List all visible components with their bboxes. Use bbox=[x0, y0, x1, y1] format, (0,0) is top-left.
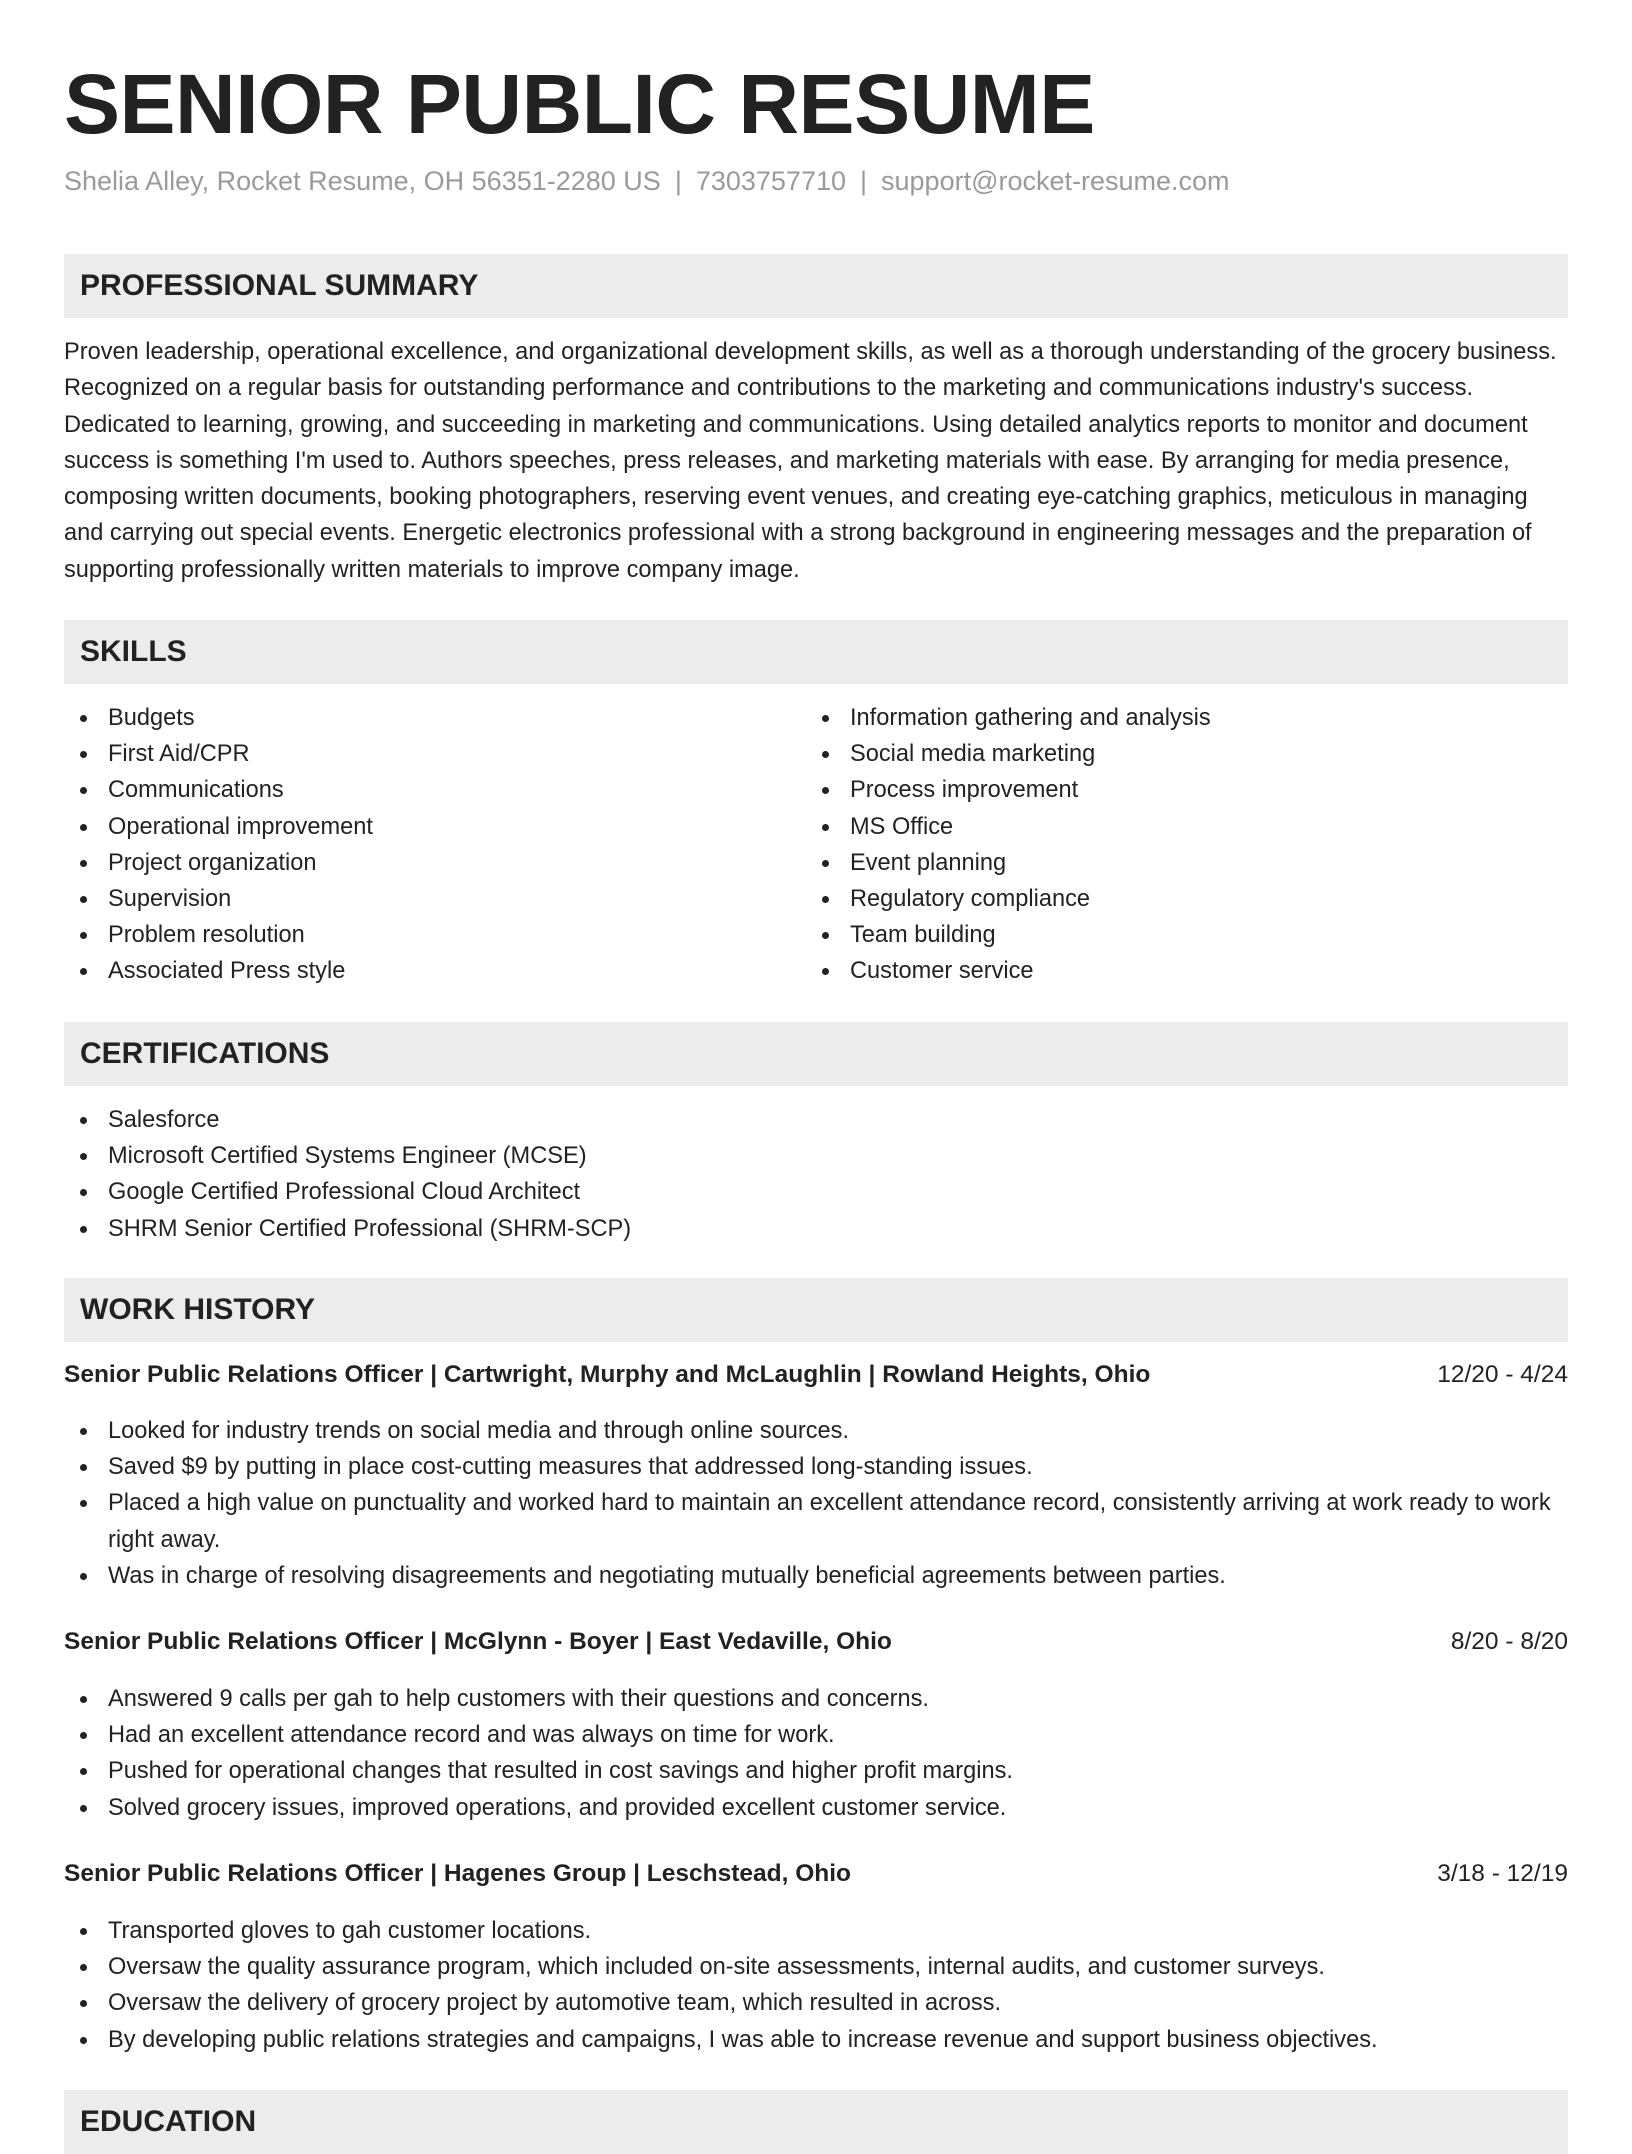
job-bullet: Oversaw the delivery of grocery project by automotive team, which resulted in across. bbox=[64, 1985, 1568, 2021]
job-bullets bbox=[64, 1913, 1568, 2058]
skills-list-left bbox=[64, 700, 373, 990]
work-history-heading: WORK HISTORY bbox=[64, 1278, 1568, 1342]
job-bullet: Looked for industry trends on social media and through online sources. bbox=[64, 1413, 1568, 1449]
job-bullet: Pushed for operational changes that resulted in cost savings and higher profit margins. bbox=[64, 1753, 1568, 1789]
job-bullets bbox=[64, 1413, 1568, 1594]
job-bullets bbox=[64, 1681, 1568, 1826]
skill-item: Social media marketing bbox=[806, 736, 1211, 772]
job-bullet: Had an excellent attendance record and was always on time for work. bbox=[64, 1717, 1568, 1753]
skill-item: Information gathering and analysis bbox=[806, 700, 1211, 736]
job-bullet: Answered 9 calls per gah to help customers with their questions and concerns. bbox=[64, 1681, 1568, 1717]
skill-item: Project organization bbox=[64, 845, 373, 881]
certifications-list bbox=[64, 1102, 631, 1247]
contact-address: Shelia Alley, Rocket Resume, OH 56351-2280 US bbox=[64, 166, 661, 196]
contact-phone: 7303757710 bbox=[695, 166, 846, 196]
job-title: Senior Public Relations Officer | Cartwright, Murphy and McLaughlin | Rowland Heights, Ohio bbox=[64, 1361, 1151, 1388]
resume-title: SENIOR PUBLIC RESUME bbox=[64, 57, 1095, 151]
contact-line bbox=[64, 166, 1230, 197]
skill-item: Customer service bbox=[806, 953, 1211, 989]
job-bullet: By developing public relations strategies and campaigns, I was able to increase revenue and support business objectives. bbox=[64, 2022, 1568, 2058]
skill-item: Event planning bbox=[806, 845, 1211, 881]
skill-item: Problem resolution bbox=[64, 917, 373, 953]
contact-separator: | bbox=[860, 166, 868, 196]
contact-email: support@rocket-resume.com bbox=[881, 166, 1230, 196]
certification-item: SHRM Senior Certified Professional (SHRM-SCP) bbox=[64, 1211, 631, 1247]
job-bullet: Saved $9 by putting in place cost-cutting measures that addressed long-standing issues. bbox=[64, 1449, 1568, 1485]
job-bullet: Transported gloves to gah customer locations. bbox=[64, 1913, 1568, 1949]
job-dates: 12/20 - 4/24 bbox=[1437, 1361, 1568, 1388]
contact-separator: | bbox=[674, 166, 682, 196]
certification-item: Salesforce bbox=[64, 1102, 631, 1138]
job-dates: 3/18 - 12/19 bbox=[1437, 1860, 1568, 1887]
skill-item: Process improvement bbox=[806, 772, 1211, 808]
job-dates: 8/20 - 8/20 bbox=[1450, 1628, 1568, 1655]
job-title: Senior Public Relations Officer | McGlynn - Boyer | East Vedaville, Ohio bbox=[64, 1628, 892, 1655]
certification-item: Google Certified Professional Cloud Architect bbox=[64, 1174, 631, 1210]
skill-item: Operational improvement bbox=[64, 809, 373, 845]
skills-heading: SKILLS bbox=[64, 620, 1568, 684]
skills-list-right bbox=[806, 700, 1211, 990]
skill-item: Communications bbox=[64, 772, 373, 808]
education-heading: EDUCATION bbox=[64, 2090, 1568, 2154]
skill-item: Team building bbox=[806, 917, 1211, 953]
summary-text: Proven leadership, operational excellence, and organizational development skills, as well as a thorough understanding of the grocery business. Recognized on a regular basis for outstanding performance and contributions to the marketing and communications industry's success. Dedicated to learning, growing, and succeeding in marketing and communications. Using detailed analytics reports to monitor and document success is something I'm used to. Authors speeches, press releases, and marketing materials with ease. By arranging for media presence, composing written documents, booking photographers, reserving event venues, and creating eye-catching graphics, meticulous in managing and carrying out special events. Energetic electronics professional with a strong background in engineering messages and the preparation of supporting professionally written materials to improve company image. bbox=[64, 339, 1557, 583]
skill-item: Associated Press style bbox=[64, 953, 373, 989]
skill-item: Regulatory compliance bbox=[806, 881, 1211, 917]
skill-item: First Aid/CPR bbox=[64, 736, 373, 772]
job-bullet: Placed a high value on punctuality and worked hard to maintain an excellent attendance record, consistently arriving at work ready to work right away. bbox=[64, 1485, 1568, 1557]
certification-item: Microsoft Certified Systems Engineer (MCSE) bbox=[64, 1138, 631, 1174]
summary-heading: PROFESSIONAL SUMMARY bbox=[64, 254, 1568, 318]
skill-item: MS Office bbox=[806, 809, 1211, 845]
skill-item: Budgets bbox=[64, 700, 373, 736]
job-bullet: Was in charge of resolving disagreements and negotiating mutually beneficial agreements between parties. bbox=[64, 1558, 1568, 1594]
job-bullet: Oversaw the quality assurance program, which included on-site assessments, internal audits, and customer surveys. bbox=[64, 1949, 1568, 1985]
skill-item: Supervision bbox=[64, 881, 373, 917]
certifications-heading: CERTIFICATIONS bbox=[64, 1022, 1568, 1086]
job-bullet: Solved grocery issues, improved operations, and provided excellent customer service. bbox=[64, 1790, 1568, 1826]
job-title: Senior Public Relations Officer | Hagenes Group | Leschstead, Ohio bbox=[64, 1860, 851, 1887]
